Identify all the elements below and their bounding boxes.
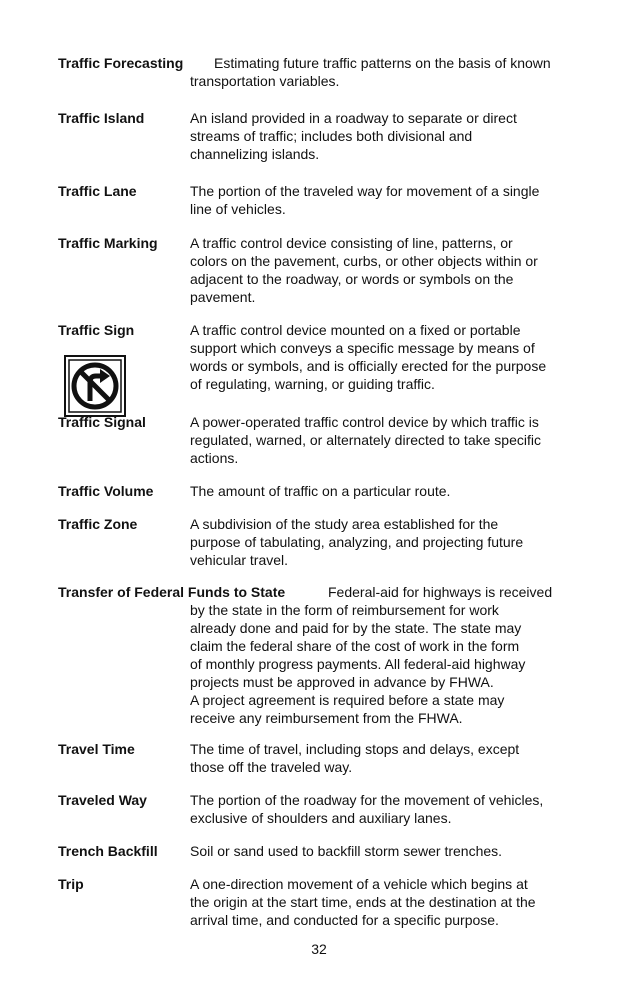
- definition-line: A project agreement is required before a state may: [190, 692, 505, 708]
- glossary-entry: [58, 842, 580, 860]
- glossary-entry: [58, 321, 580, 393]
- definition-line: vehicular travel.: [190, 552, 289, 568]
- definition-line: of monthly progress payments. All federal-aid highway: [190, 656, 526, 672]
- definition-line: of regulating, warning, or guiding traffic.: [190, 376, 435, 392]
- definition-line: A power-operated traffic control device by which traffic is: [190, 414, 539, 430]
- definition-line: already done and paid for by the state. The state may: [190, 620, 522, 636]
- definition: [190, 791, 580, 827]
- definition-line: projects must be approved in advance by FHWA.: [190, 674, 494, 690]
- definition: [190, 54, 580, 90]
- definition-line: Federal-aid for highways is received: [328, 584, 553, 600]
- definition-line: An island provided in a roadway to separate or direct: [190, 110, 517, 126]
- definition: [190, 234, 580, 306]
- definition: [190, 583, 580, 727]
- term: Transfer of Federal Funds to State: [58, 584, 286, 600]
- term: Traffic Marking: [58, 235, 158, 251]
- definition-line: support which conveys a specific message by means of: [190, 340, 535, 356]
- definition-line: Estimating future traffic patterns on the basis of known: [214, 55, 551, 71]
- page-number: 32: [311, 941, 327, 957]
- glossary-entry: [58, 791, 580, 827]
- glossary-entry: [58, 413, 580, 467]
- definition: [190, 842, 580, 860]
- no-right-turn-sign-icon: [64, 355, 126, 417]
- definition-line: A subdivision of the study area established for the: [190, 516, 499, 532]
- definition-line: Soil or sand used to backfill storm sewer trenches.: [190, 843, 503, 859]
- definition: [190, 482, 580, 500]
- term: Traffic Forecasting: [58, 55, 184, 71]
- term: Traffic Island: [58, 110, 145, 126]
- term: Traveled Way: [58, 792, 147, 808]
- definition-line: arrival time, and conducted for a specific purpose.: [190, 912, 499, 928]
- definition-line: regulated, warned, or alternately directed to take specific: [190, 432, 541, 448]
- definition: [190, 875, 580, 929]
- definition-line: The time of travel, including stops and delays, except: [190, 741, 520, 757]
- definition-line: A traffic control device consisting of line, patterns, or: [190, 235, 513, 251]
- term: Traffic Lane: [58, 183, 137, 199]
- definition: [190, 413, 580, 467]
- definition-line: purpose of tabulating, analyzing, and projecting future: [190, 534, 524, 550]
- definition-line: actions.: [190, 450, 239, 466]
- term: Trip: [58, 876, 84, 892]
- definition: [190, 515, 580, 569]
- term: Traffic Volume: [58, 483, 154, 499]
- glossary-entry: [58, 583, 580, 727]
- definition-line: line of vehicles.: [190, 201, 286, 217]
- glossary-entry: [58, 875, 580, 929]
- definition-line: The portion of the traveled way for movement of a single: [190, 183, 540, 199]
- definition-line: by the state in the form of reimbursement for work: [190, 602, 499, 618]
- definition: [190, 321, 580, 393]
- term: Traffic Sign: [58, 322, 135, 338]
- definition-line: adjacent to the roadway, or words or symbols on the: [190, 271, 514, 287]
- definition: [190, 740, 580, 776]
- definition-line: transportation variables.: [190, 73, 340, 89]
- definition-line: A traffic control device mounted on a fixed or portable: [190, 322, 521, 338]
- definition-line: claim the federal share of the cost of work in the form: [190, 638, 520, 654]
- glossary-entry: [58, 234, 580, 306]
- definition: [190, 182, 580, 218]
- definition-line: receive any reimbursement from the FHWA.: [190, 710, 463, 726]
- definition-line: those off the traveled way.: [190, 759, 353, 775]
- definition-line: pavement.: [190, 289, 256, 305]
- definition-line: the origin at the start time, ends at the destination at the: [190, 894, 536, 910]
- definition-line: exclusive of shoulders and auxiliary lanes.: [190, 810, 452, 826]
- term: Trench Backfill: [58, 843, 158, 859]
- glossary-entry: [58, 109, 580, 163]
- glossary-entry: [58, 54, 580, 90]
- term: Traffic Signal: [58, 414, 146, 430]
- definition: [190, 109, 580, 163]
- term: Travel Time: [58, 741, 135, 757]
- definition-line: colors on the pavement, curbs, or other objects within or: [190, 253, 538, 269]
- term: Traffic Zone: [58, 516, 138, 532]
- definition-line: The amount of traffic on a particular route.: [190, 483, 451, 499]
- definition-line: streams of traffic; includes both divisional and: [190, 128, 473, 144]
- glossary-entry: [58, 482, 580, 500]
- glossary-entry: [58, 740, 580, 776]
- definition-line: The portion of the roadway for the movement of vehicles,: [190, 792, 544, 808]
- definition-line: words or symbols, and is officially erected for the purpose: [190, 358, 547, 374]
- glossary-entry: [58, 182, 580, 218]
- definition-line: A one-direction movement of a vehicle which begins at: [190, 876, 528, 892]
- glossary-entry: [58, 515, 580, 569]
- definition-line: channelizing islands.: [190, 146, 320, 162]
